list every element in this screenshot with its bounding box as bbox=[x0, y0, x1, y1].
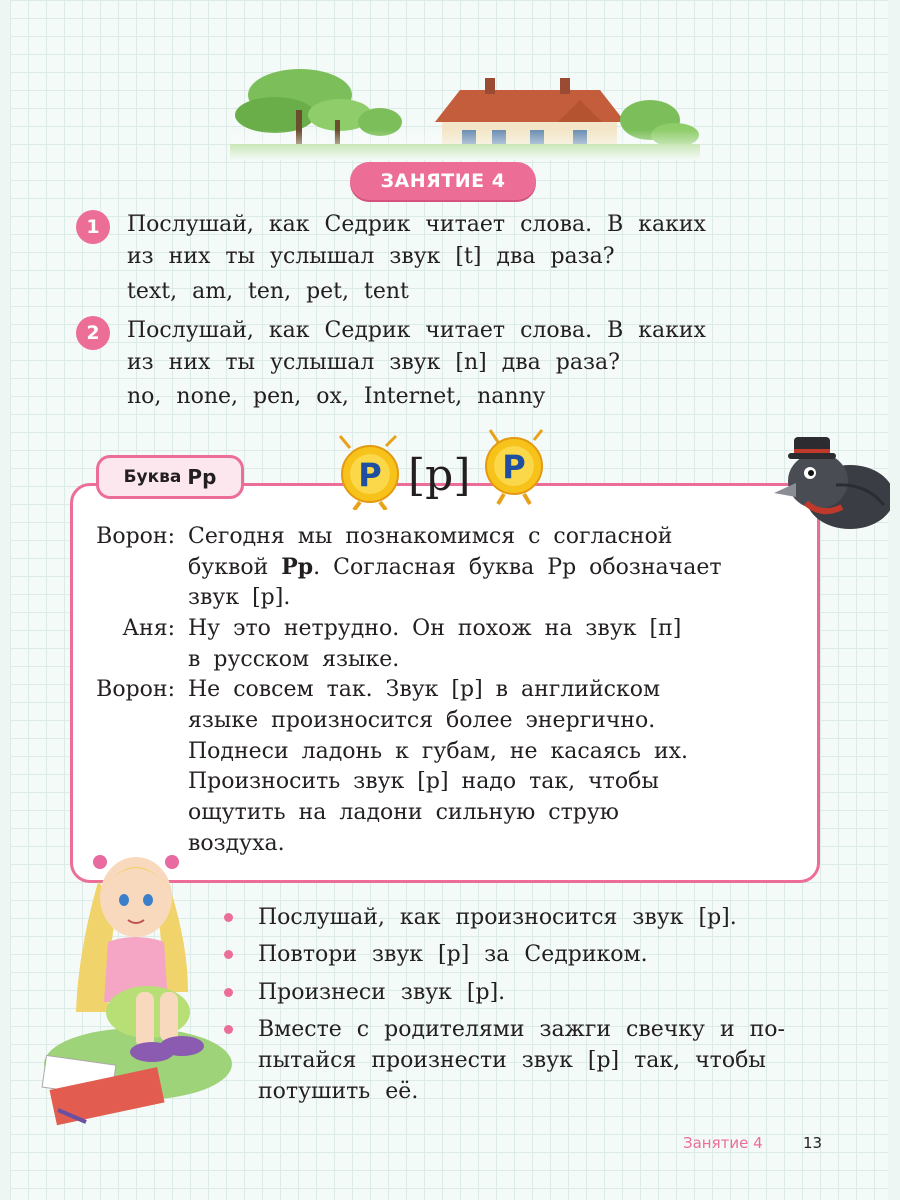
dialogue-1-line-2a: буквой bbox=[188, 555, 282, 580]
dialogue-1-line-3: звук [p]. bbox=[188, 585, 291, 610]
task-4-line-2: пытайся произнести звук [p] так, чтобы bbox=[258, 1048, 766, 1073]
transcription: [p] bbox=[408, 450, 471, 501]
letter-ball-right-text: P bbox=[502, 448, 526, 486]
task-1: Послушай, как произносится звук [p]. bbox=[258, 905, 737, 930]
task-2: Повтори звук [p] за Седриком. bbox=[258, 942, 648, 967]
dialogue-2-line-1: Ну это нетрудно. Он похож на звук [п] bbox=[188, 616, 682, 641]
speaker-raven-1: Ворон: bbox=[96, 524, 175, 549]
raven-illustration bbox=[766, 425, 890, 535]
letter-ball-left-icon bbox=[330, 430, 410, 510]
page-number: 13 bbox=[803, 1134, 823, 1152]
dialogue-1-line-1: Сегодня мы познакомимся с согласной bbox=[188, 524, 673, 549]
exercise-1-line-1: Послушай, как Седрик читает слова. В каких bbox=[127, 212, 706, 237]
girl-illustration bbox=[38, 842, 238, 1128]
task-bullet-icon bbox=[224, 913, 233, 922]
exercise-1-words: text, am, ten, pet, tent bbox=[127, 279, 409, 304]
dialogue-1-letter: Pp bbox=[281, 554, 314, 580]
task-3: Произнеси звук [p]. bbox=[258, 980, 506, 1005]
exercise-2-line-2: из них ты услышал звук [n] два раза? bbox=[127, 350, 620, 375]
dialogue-3-line-4: Произносить звук [p] надо так, чтобы bbox=[188, 769, 659, 794]
task-4-line-3: потушить её. bbox=[258, 1079, 419, 1104]
speaker-anya: Аня: bbox=[122, 616, 175, 641]
task-4-line-1: Вместе с родителями зажги свечку и по- bbox=[258, 1017, 785, 1042]
letter-tab bbox=[96, 455, 244, 499]
speaker-raven-2: Ворон: bbox=[96, 677, 175, 702]
dialogue-3-line-5: ощутить на ладони сильную струю bbox=[188, 800, 619, 825]
exercise-2-line-1: Послушай, как Седрик читает слова. В каких bbox=[127, 318, 706, 343]
letter-tab-letter: Pp bbox=[187, 465, 217, 489]
exercise-1-line-2: из них ты услышал звук [t] два раза? bbox=[127, 244, 615, 269]
dialogue-2-line-2: в русском языке. bbox=[188, 647, 400, 672]
letter-ball-right-icon bbox=[476, 426, 556, 506]
task-bullet-icon bbox=[224, 1025, 233, 1034]
village-illustration bbox=[230, 60, 700, 160]
footer-section: Занятие 4 bbox=[683, 1134, 763, 1152]
exercise-2-words: no, none, pen, ox, Internet, nanny bbox=[127, 384, 546, 409]
dialogue-1-line-2 bbox=[188, 552, 722, 583]
letter-tab-label: Буква bbox=[123, 467, 182, 487]
letter-ball-left-text: P bbox=[358, 456, 382, 494]
task-bullet-icon bbox=[224, 950, 233, 959]
task-bullet-icon bbox=[224, 988, 233, 997]
dialogue-3-line-6: воздуха. bbox=[188, 831, 285, 856]
lesson-badge: ЗАНЯТИЕ 4 bbox=[350, 162, 536, 200]
exercise-number-2: 2 bbox=[76, 316, 110, 350]
dialogue-1-line-2c: . Согласная буква Pp обозначает bbox=[313, 555, 722, 580]
dialogue-3-line-3: Поднеси ладонь к губам, не касаясь их. bbox=[188, 739, 689, 764]
dialogue-3-line-1: Не совсем так. Звук [p] в английском bbox=[188, 677, 661, 702]
exercise-number-1: 1 bbox=[76, 210, 110, 244]
dialogue-3-line-2: языке произносится более энергично. bbox=[188, 708, 656, 733]
